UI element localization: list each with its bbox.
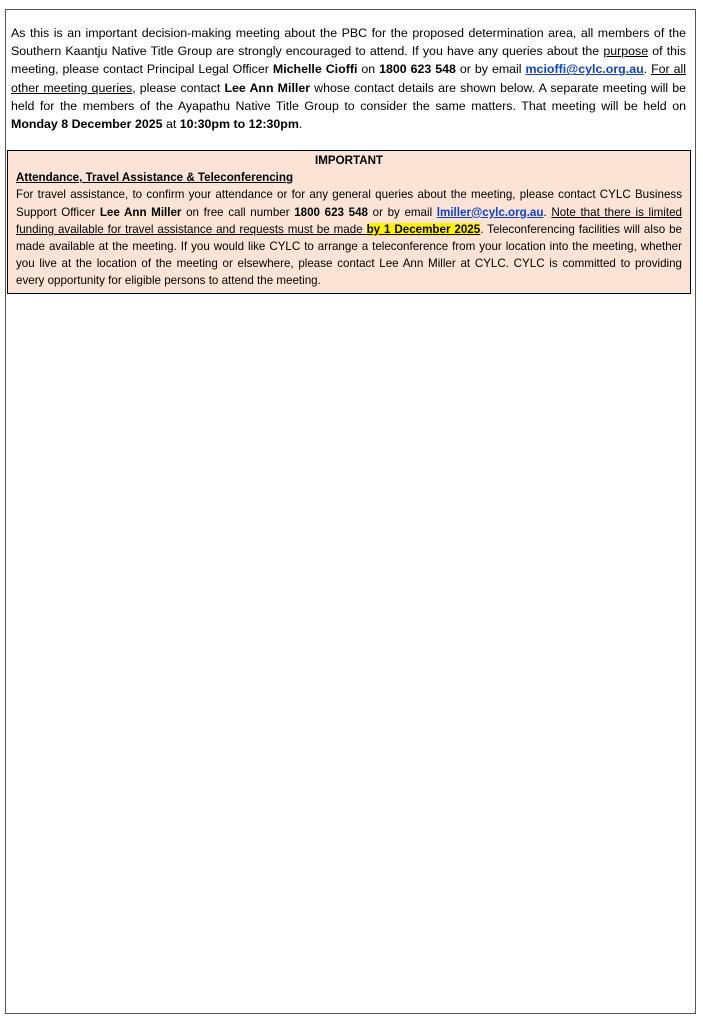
intro-text: of this meeting, please contact Principal Legal Officer (11, 44, 686, 77)
legal-officer-phone: 1800 623 548 (379, 62, 456, 77)
notice-heading: Attendance, Travel Assistance & Teleconferencing (16, 171, 294, 185)
intro-text: whose contact details are shown below. A separate meeting will be held for the members of the Ayapathu Native Title Group to consider the same matters. That meeting will be held on (11, 80, 686, 113)
notice-text: . Teleconferencing facilities will also be made available at the meeting. If you would like CYLC to arrange a teleconference from your location into the meeting, whether you live at the location of the meeting or elsewhere, please contact Lee Ann Miller at CYLC. CYLC is committed to providing every opportunity for eligible persons to attend the meeting. (16, 222, 683, 288)
legal-officer-name: Michelle Cioffi (272, 62, 358, 77)
deadline-highlight: by 1 December 2025 (366, 222, 481, 236)
intro-text: or by email (455, 62, 526, 77)
intro-text: , please contact (132, 80, 225, 95)
notice-title: IMPORTANT (314, 154, 384, 167)
intro-paragraph (11, 24, 686, 133)
notice-text: . (543, 205, 552, 219)
support-officer-name: Lee Ann Miller (99, 205, 182, 219)
support-officer-phone: 1800 623 548 (294, 205, 368, 219)
notice-text: on free call number (181, 205, 295, 219)
notice-text: For travel assistance, to confirm your attendance or for any general queries about the meeting, please contact CYLC Business Support Officer (16, 188, 682, 219)
other-queries-text: For all other meeting queries (11, 62, 687, 95)
legal-officer-email-link[interactable]: mcioffi@cylc.org.au (525, 62, 644, 77)
intro-text: . (643, 62, 652, 77)
intro-text: . (298, 117, 303, 132)
funding-note: Note that there is limited funding available for travel assistance and requests must be made (16, 205, 682, 236)
notice-text: or by email (367, 205, 437, 219)
meeting-time: 10:30pm to 12:30pm (179, 117, 299, 132)
support-officer-email-link[interactable]: lmiller@cylc.org.au (436, 205, 544, 219)
meeting-date: Monday 8 December 2025 (11, 117, 163, 132)
important-notice-box (7, 150, 691, 294)
support-officer-name: Lee Ann Miller (224, 80, 311, 95)
intro-text: at (162, 117, 180, 132)
notice-body (16, 186, 682, 289)
intro-text: on (357, 62, 380, 77)
intro-text: As this is an important decision-making meeting about the PBC for the proposed determination area, all members of the Southern Kaantju Native Title Group are strongly encouraged to attend. If you have any queries about the (11, 26, 686, 59)
purpose-text: purpose (603, 44, 649, 59)
